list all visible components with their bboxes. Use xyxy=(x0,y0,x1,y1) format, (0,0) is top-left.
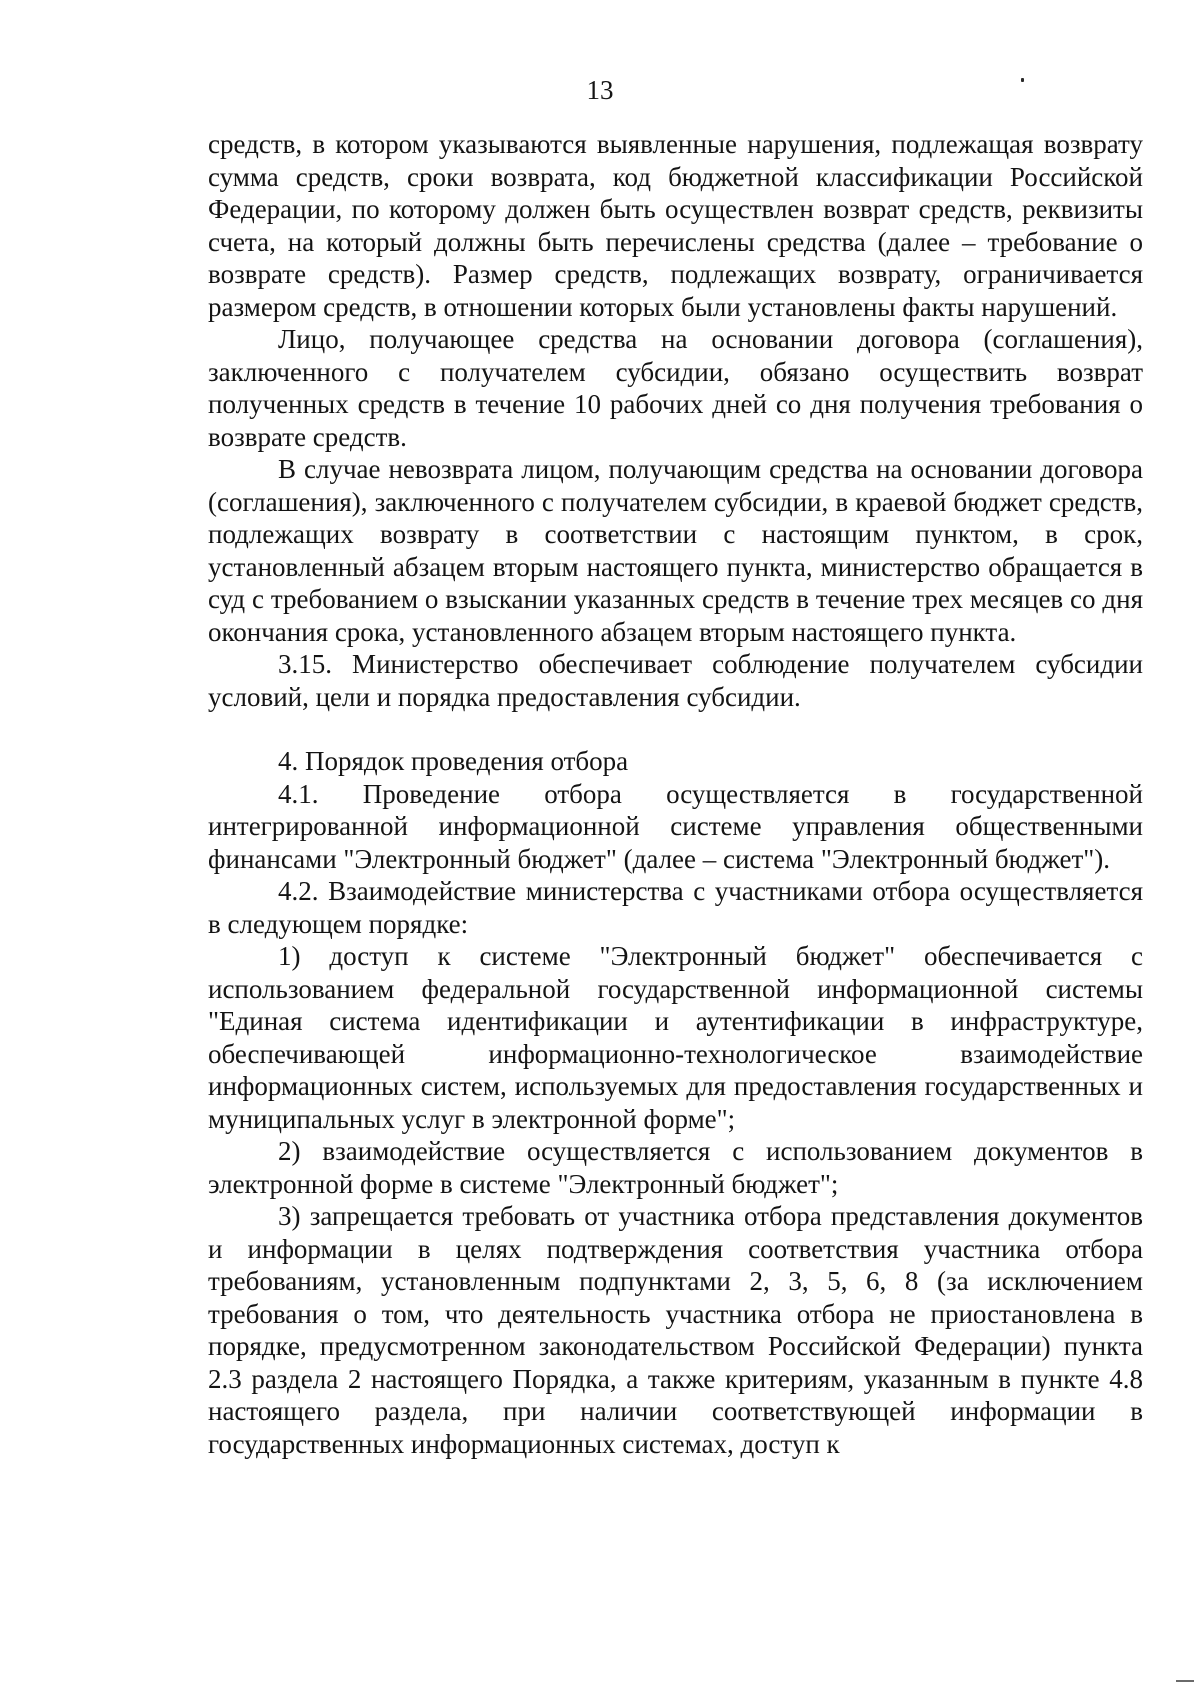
paragraph-continuation: средств, в котором указываются выявленные нарушения, подлежащая возврату сумма средств, сроки возврата, код бюджетной классификации Российской Федерации, по которому должен быть осуществлен возврат средств, реквизиты счета, на который должны быть перечислены средства (далее – требование о возврате средств). Размер средств, подлежащих возврату, ограничивается размером средств, в отношении которых были установлены факты нарушений. xyxy=(208,129,1143,322)
page-number: 13 xyxy=(586,75,614,105)
document-body xyxy=(208,128,1143,1460)
section-heading: 4. Порядок проведения отбора xyxy=(278,746,629,776)
list-item-3: 3) запрещается требовать от участника отбора представления документов и информации в целях подтверждения соответствия участника отбора требованиям, установленным подпунктами 2, 3, 5, 6, 8 (за исключением требования о том, что деятельность участника отбора не приостановлена в порядке, предусмотренном законодательством Российской Федерации) пункта 2.3 раздела 2 настоящего Порядка, а также критериям, указанным в пункте 4.8 настоящего раздела, при наличии соответствующей информации в государственных информационных системах, доступ к xyxy=(208,1201,1143,1459)
scan-artifact-line xyxy=(1176,1680,1194,1682)
list-item-2: 2) взаимодействие осуществляется с использованием документов в электронной форме в системе "Электронный бюджет"; xyxy=(208,1136,1143,1199)
paragraph-4-1: 4.1. Проведение отбора осуществляется в государственной интегрированной информационной системе управления общественными финансами "Электронный бюджет" (далее – система "Электронный бюджет"). xyxy=(208,778,1143,874)
paragraph-3-15: 3.15. Министерство обеспечивает соблюдение получателем субсидии условий, цели и порядка предоставления субсидии. xyxy=(208,649,1143,712)
paragraph-4-2: 4.2. Взаимодействие министерства с участниками отбора осуществляется в следующем порядке: xyxy=(208,876,1143,939)
paragraph-court-action: В случае невозврата лицом, получающим средства на основании договора (соглашения), заключенного с получателем субсидии, в краевой бюджет средств, подлежащих возврату в соответствии с настоящим пунктом, в срок, установленный абзацем вторым настоящего пункта, министерство обращается в суд с требованием о взыскании указанных средств в течение трех месяцев со дня окончания срока, установленного абзацем вторым настоящего пункта. xyxy=(208,454,1143,647)
paragraph-refund-obligation: Лицо, получающее средства на основании договора (соглашения), заключенного с получателем субсидии, обязано осуществить возврат полученных средств в течение 10 рабочих дней со дня получения требования о возврате средств. xyxy=(208,324,1143,452)
list-item-1: 1) доступ к системе "Электронный бюджет" обеспечивается с использованием федеральной государственной информационной системы "Единая система идентификации и аутентификации в инфраструктуре, обеспечивающей информационно-технологическое взаимодействие информационных систем, используемых для предоставления государственных и муниципальных услуг в электронной форме"; xyxy=(208,941,1143,1134)
